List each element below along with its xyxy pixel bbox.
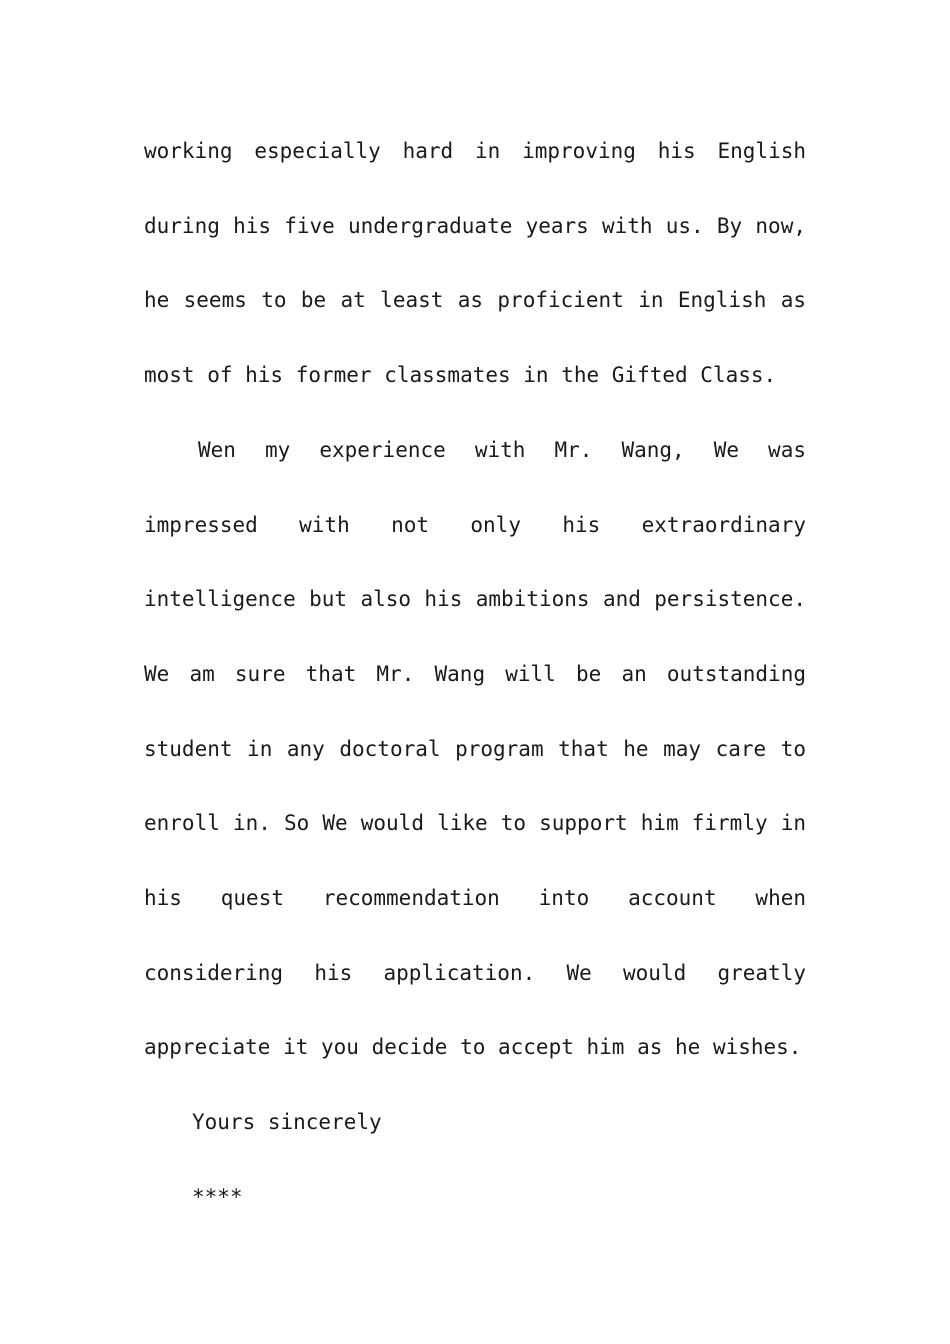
closing-salutation: Yours sincerely	[192, 1110, 382, 1135]
signature: ****	[192, 1184, 243, 1209]
letter-body	[144, 114, 806, 1235]
body-paragraph-recommendation: Wen my experience with Mr. Wang, We was impressed with not only his extraordinary intelligence but also his ambitions and persistence. We am sure that Mr. Wang will be an outstanding student in any doctoral program that he may care to enroll in. So We would like to support him firmly in his quest recommendation into account when considering his application. We would greatly appreciate it you decide to accept him as he wishes.	[144, 437, 806, 1060]
body-paragraph-continued: working especially hard in improving his English during his five undergraduate years with us. By now, he seems to be at least as proficient in English as most of his former classmates in the Gifted Class.	[144, 139, 806, 388]
